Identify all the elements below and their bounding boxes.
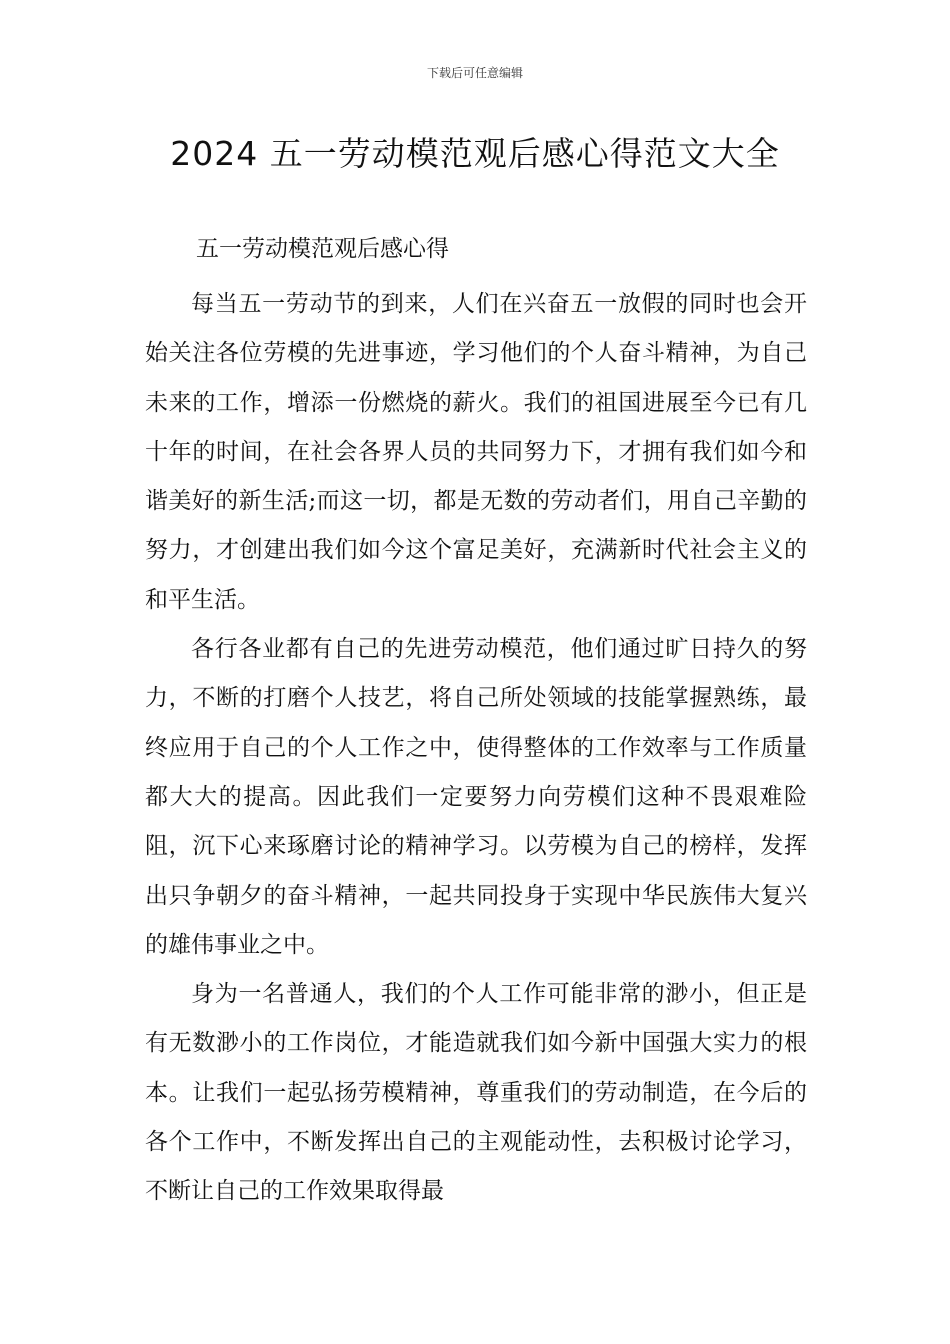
section-heading: 五一劳动模范观后感心得	[196, 236, 449, 262]
paragraph: 每当五一劳动节的到来，人们在兴奋五一放假的同时也会开始关注各位劳模的先进事迹，学习他们的个人奋斗精神，为自己未来的工作，增添一份燃烧的薪火。我们的祖国进展至今已有几十年的时间，在社会各界人员的共同努力下，才拥有我们如今和谐美好的新生活;而这一切，都是无数的劳动者们，用自己辛勤的努力，才创建出我们如今这个富足美好，充满新时代社会主义的和平生活。	[145, 291, 807, 613]
paragraph: 各行各业都有自己的先进劳动模范，他们通过旷日持久的努力，不断的打磨个人技艺，将自己所处领域的技能掌握熟练，最终应用于自己的个人工作之中，使得整体的工作效率与工作质量都大大的提高。因此我们一定要努力向劳模们这种不畏艰难险阻，沉下心来琢磨讨论的精神学习。以劳模为自己的榜样，发挥出只争朝夕的奋斗精神，一起共同投身于实现中华民族伟大复兴的雄伟事业之中。	[145, 636, 807, 958]
paragraph: 身为一名普通人，我们的个人工作可能非常的渺小，但正是有无数渺小的工作岗位，才能造就我们如今新中国强大实力的根本。让我们一起弘扬劳模精神，尊重我们的劳动制造，在今后的各个工作中，不断发挥出自己的主观能动性，去积极讨论学习，不断让自己的工作效果取得最	[145, 981, 807, 1205]
header-note: 下载后可任意编辑	[426, 66, 523, 80]
document-body	[145, 280, 807, 1217]
document-title: 2024 五一劳动模范观后感心得范文大全	[170, 134, 780, 173]
